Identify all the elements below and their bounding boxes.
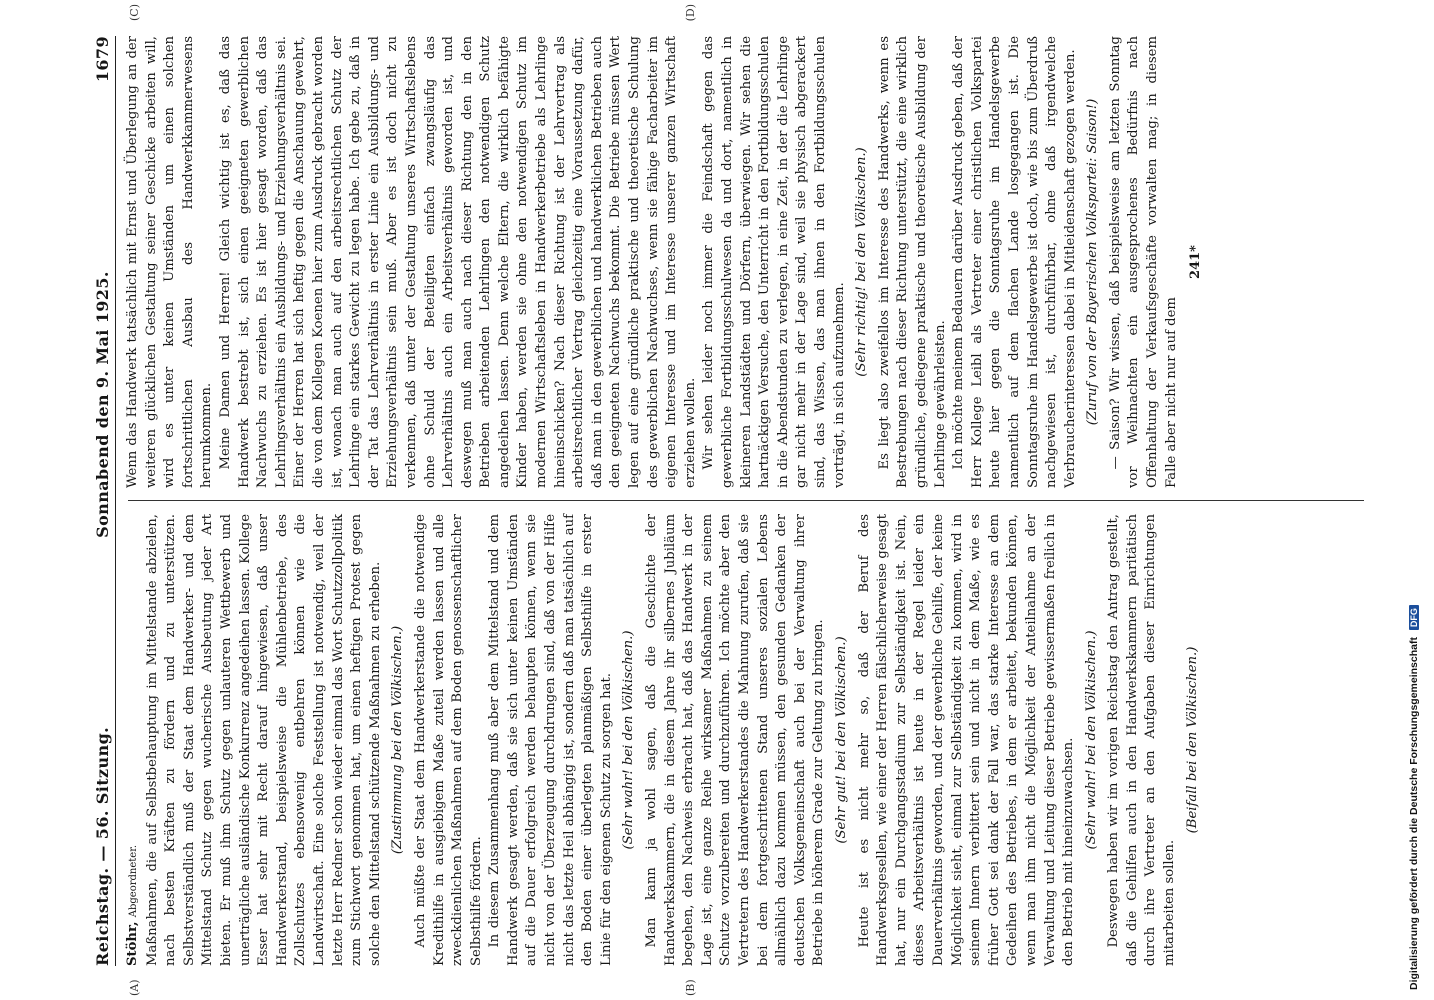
margin-mark-b: (B): [684, 979, 697, 996]
interjection: (Sehr richtig! bei den Völkischen.): [854, 147, 870, 377]
header-center: Sonnabend den 9. Mai 1925.: [93, 271, 112, 538]
paragraph: Deswegen haben wir im vorigen Reichstag den Antrag gestellt, daß die Gehilfen auch in den Handwerkskammern paritätisch durch ihre Vertreter an den Aufgaben dieser Einrichtungen mitarbeiten sollen.: [1106, 514, 1178, 966]
header-left: Reichstag. — 56. Sitzung.: [93, 726, 112, 966]
page-header: [93, 36, 116, 966]
right-column: [124, 36, 1364, 501]
column-divider: [128, 500, 1364, 501]
interjection: (Beifall bei den Völkischen.): [1184, 646, 1200, 834]
paragraph: [124, 514, 144, 966]
speaker-name: Stöhr,: [125, 921, 140, 966]
document-page: [85, 0, 1415, 1000]
margin-mark-d: (D): [684, 4, 697, 22]
interjection: (Sehr gut! bei den Völkischen.): [833, 636, 849, 844]
paragraph: — Saison? Wir wissen, daß beispielsweise am letzten Sonntag vor Weihnachten ein ausgesprochenes Bedürfnis nach Offenhaltung der Verkaufsgeschäfte vorwalten mag; in diesem Falle aber nicht nur auf dem: [1107, 36, 1179, 488]
paragraph: Wir sehen leider noch immer die Feindschaft gegen das gewerbliche Fortbildungsschulwesen da und dort, namentlich in kleineren Landstädten und Dörfern, überwiegen. Wir sehen die hartnäckigen Versuche, den Unterricht in den Fortbildungsschulen in die Abendstunden zu verlegen, in eine Zeit, in der die Lehrlinge gar nicht mehr in der Lage sind, weil sie physisch abgerackert sind, das Wissen, das man ihnen in den Fortbildungsschulen vorträgt, in sich aufzunehmen.: [701, 36, 847, 488]
paragraph: Auch müßte der Staat dem Handwerkerstande die notwendige Kredithilfe in ausgiebigem Maße zuteil werden lassen und alle zweckdienlichen Maßnahmen auf dem Boden genossenschaftlicher Selbsthilfe fördern.: [412, 514, 484, 966]
interjection: (Sehr wahr! bei den Völkischen.): [621, 630, 637, 850]
digitization-text: Digitalisierung gefördert durch die Deutsche Forschungsgemeinschaft: [1408, 637, 1420, 990]
dfg-logo: DFG: [1409, 605, 1419, 630]
interjection: (Sehr wahr! bei den Völkischen.): [1083, 630, 1099, 850]
speaker-role: Abgeordneter.: [128, 844, 139, 918]
paragraph: In diesem Zusammenhang muß aber dem Mittelstand und dem Handwerk gesagt werden, daß sie sich unter keinen Umständen auf die Dauer erfolgreich werden behaupten können, wenn sie nicht von der Überzeugung durchdrungen sind, daß von der Hilfe nicht das letzte Heil abhängig ist, sondern daß man tatsächlich auf den Boden einer überlegten planmäßigen Selbsthilfe in erster Linie für den eigenen Schutz zu sorgen hat.: [487, 514, 614, 966]
interjection: (Zustimmung bei den Völkischen.): [390, 625, 406, 855]
page-number: 1679: [93, 36, 112, 83]
margin-mark-c: (C): [128, 4, 141, 21]
margin-mark-a: (A): [128, 979, 141, 996]
paragraph: Es liegt also zweifellos im Interesse des Handwerks, wenn es Bestrebungen nach dieser Richtung unterstützt, die eine wirklich gründliche, gediegene praktische und theoretische Ausbildung der Lehrlinge gewährleisten.: [876, 36, 948, 488]
paragraph: Maßnahmen, die auf Selbstbehauptung im Mittelstande abzielen, nach besten Kräften zu fördern und zu unterstützen. Selbstverständlich muß der Staat dem Handwerker- und dem Mittelstand Schutz gegen wucherische Ausbeutung jeder Art bieten. Er muß ihm Schutz gegen unlauteren Wettbewerb und unerträgliche ausländische Konkurrenz angedeihen lassen. Kollege Esser hat sehr mit Recht darauf hingewiesen, daß unser Handwerkerstand, beispielsweise die Mühlenbetriebe, des Zollschutzes ebensowenig entbehren können wie die Landwirtschaft. Eine solche Feststellung ist notwendig, weil der letzte Herr Redner schon wieder einmal das Wort Schutzzollpolitik zum Stichwort genommen hat, um einen heftigen Protest gegen solche den Mittelstand schützende Maßnahmen zu erheben.: [144, 514, 383, 966]
digitization-note: [1408, 10, 1430, 990]
paragraph: Meine Damen und Herren! Gleich wichtig ist es, daß das Handwerk bestrebt ist, sich einen geeigneten gewerblichen Nachwuchs zu erziehen. Es ist hier gesagt worden, daß das Lehrlingsverhältnis ein Ausbildungs- und Erziehungsverhältnis sei. Einer der Herren hat sich heftig gegen die Anschauung gewehrt, die von dem Kollegen Koenen hier zum Ausdruck gebracht worden ist, wonach man auch auf den arbeitsrechtlichen Schutz der Lehrlinge ein starkes Gewicht zu legen habe. Ich gebe zu, daß in der Tat das Lehrverhältnis in erster Linie ein Ausbildungs- und Erziehungsverhältnis sein muß. Aber es ist doch nicht zu verkennen, daß unter der Gestaltung unseres Wirtschaftslebens ohne Schuld der Beteiligten einfach zwangsläufig das Lehrverhältnis auch ein Arbeitsverhältnis geworden ist, und deswegen muß man auch nach dieser Richtung den in den Betrieben arbeitenden Lehrlingen den notwendigen Schutz angedeihen lassen. Denn welche Eltern, die wirklich befähigte Kinder haben, werden sie ohne den notwendigen Schutz im modernen Wirtschaftsleben in Handwerkerbetriebe als Lehrlinge hineinschicken? Nach dieser Richtung ist der Lehrvertrag als arbeitsrechtlicher Vertrag gleichzeitig eine Voraussetzung dafür, daß man in den gewerblichen und handwerklichen Betrieben auch den geeigneten Nachwuchs bekommt. Die Betriebe müssen Wert legen auf eine gründliche praktische und theoretische Schulung des gewerblichen Nachwuchses, wenn sie fähige Facharbeiter im eigenen Interesse und im Interesse unserer ganzen Wirtschaft erziehen wollen.: [217, 36, 698, 488]
text-columns: [124, 4, 1364, 996]
paragraph: Heute ist es nicht mehr so, daß der Beruf des Handwerksgesellen, wie einer der Herren fälschlicherweise gesagt hat, nur ein Durchgangsstadium zur Selbständigkeit ist. Nein, dieses Arbeitsverhältnis ist heute in der Regel leider ein Dauerverhältnis geworden, und der gewerbliche Gehilfe, der keine Möglichkeit sieht, einmal zur Selbständigkeit zu kommen, wird in seinem Innern verbittert sein und nicht in dem Maße, wie es früher Gott sei dank der Fall war, das starke Interesse an dem Gedeihen des Betriebes, in dem er arbeitet, bekunden können, wenn man ihm nicht die Möglichkeit der Anteilnahme an der Verwaltung und Leitung dieser Betriebe gewissermaßen freilich in den Betrieb mit hineinzuwachsen.: [856, 514, 1077, 966]
interjection: (Zuruf von der Bayerischen Volkspartei: Saison!): [1085, 98, 1101, 426]
paragraph: Man kann ja wohl sagen, daß die Geschichte der Handwerkskammern, die in diesem Jahre ihr silbernes Jubiläum begehen, den Nachweis erbracht hat, daß das Handwerk in der Lage ist, eine ganze Reihe wirksamer Maßnahmen zu seinem Schutze vorzubereiten und durchzuführen. Ich möchte aber den Vertretern des Handwerkerstandes die Mahnung zurufen, daß sie bei dem fortgeschrittenen Stand unseres sozialen Lebens allmählich dazu kommen müssen, den gesunden Gedanken der deutschen Volksgemeinschaft auch bei der Verwaltung ihrer Betriebe in höherem Grade zur Geltung zu bringen.: [644, 514, 827, 966]
paragraph: Ich möchte meinem Bedauern darüber Ausdruck geben, daß der Herr Kollege Leibl als Vertreter einer christlichen Volkspartei heute hier gegen die Sonntagsruhe im Handelsgewerbe namentlich auf dem flachen Lande losgegangen ist. Die Sonntagsruhe im Handelsgewerbe ist doch, wie bis zum Überdruß nachgewiesen ist, durchführbar, ohne daß irgendwelche Verbraucherinteressen dabei in Mitleidenschaft gezogen werden.: [951, 36, 1078, 488]
left-column: [124, 501, 1364, 966]
paragraph: Wenn das Handwerk tatsächlich mit Ernst und Überlegung an der weiteren glücklichen Gestaltung seiner Geschicke arbeiten will, wird es unter keinen Umständen um einen solchen fortschrittlichen Ausbau des Handwerkkammerwesens herumkommen.: [125, 36, 215, 488]
signature-mark: 241*: [1188, 245, 1204, 279]
